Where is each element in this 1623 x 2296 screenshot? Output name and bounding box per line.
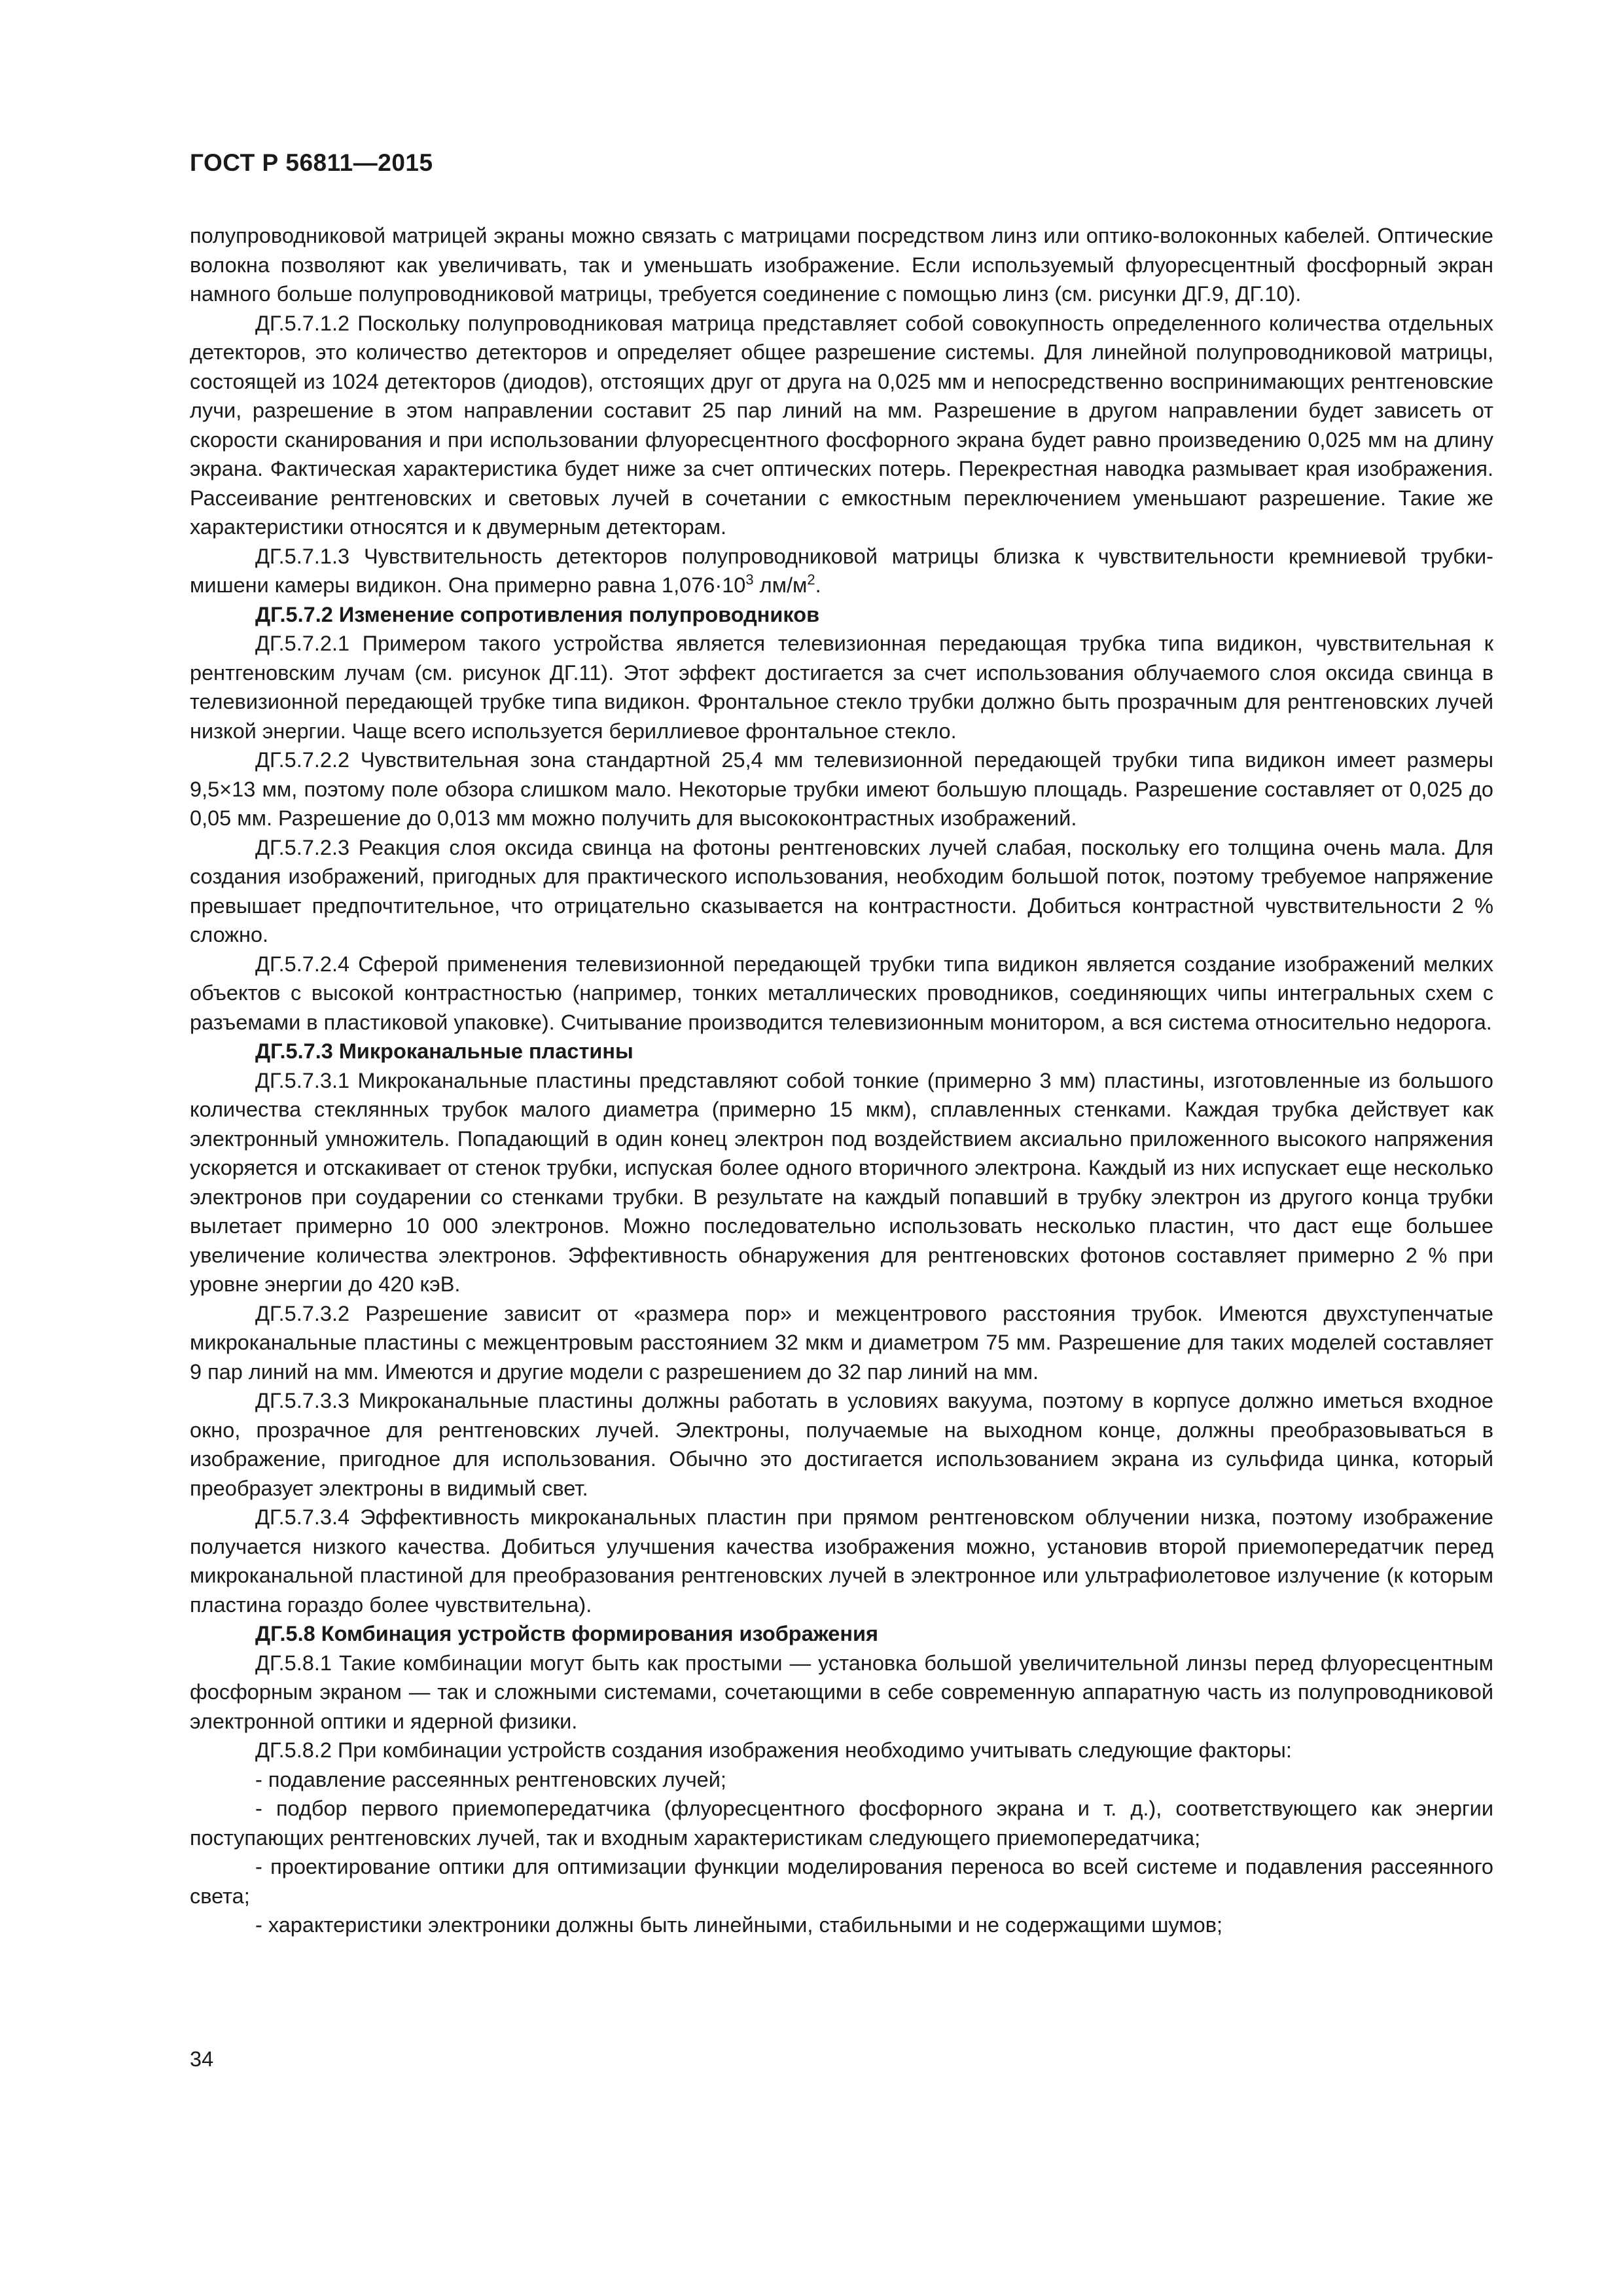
paragraph [190, 542, 1493, 600]
list-item: - подавление рассеянных рентгеновских лучей; [255, 1767, 726, 1791]
list-item: - проектирование оптики для оптимизации функции моделирования переноса во всей системе и подавления рассеянного света; [190, 1855, 1493, 1908]
section-heading: ДГ.5.7.3 Микроканальные пластины [255, 1039, 633, 1063]
section-heading: ДГ.5.8 Комбинация устройств формирования изображения [255, 1622, 878, 1645]
page-number: 34 [190, 2047, 214, 2071]
body-text [190, 221, 1493, 1940]
paragraph: ДГ.5.7.3.4 Эффективность микроканальных пластин при прямом рентгеновском облучении низка, поэтому изображение получается низкого качества. Добиться улучшения качества изображения можно, установив второй приемопередатчик перед микроканальной пластиной для преобразования рентгеновских лучей в электронное или ультрафиолетовое излучение (к которым пластина гораздо более чувствительна). [190, 1505, 1493, 1617]
exponent: 3 [745, 571, 754, 588]
exponent: 2 [807, 571, 815, 588]
paragraph: полупроводниковой матрицей экраны можно связать с матрицами посредством линз или оптико-волоконных кабелей. Оптические волокна позволяют как увеличивать, так и уменьшать изображение. Если используемый флуоресцентный фосфорный экран намного больше полупроводниковой матрицы, требуется соединение с помощью линз (см. рисунки ДГ.9, ДГ.10). [190, 224, 1493, 306]
paragraph-end: . [815, 573, 821, 597]
paragraph: ДГ.5.8.1 Такие комбинации могут быть как простыми — установка большой увеличительной линзы перед флуоресцентным фосфорным экраном — так и сложными системами, сочетающими в себе современную аппаратную часть из полупроводниковой электронной оптики и ядерной физики. [190, 1651, 1493, 1733]
paragraph: ДГ.5.7.3.1 Микроканальные пластины представляют собой тонкие (примерно 3 мм) пластины, изготовленные из большого количества стеклянных трубок малого диаметра (примерно 15 мкм), сплавленных стенками. Каждая трубка действует как электронный умножитель. Попадающий в один конец электрон под воздействием аксиально приложенного высокого напряжения ускоряется и отскакивает от стенок трубки, испуская более одного вторичного электрона. Каждый из них испускает еще несколько электронов при соударении со стенками трубки. В результате на каждый попавший в трубку электрон из другого конца трубки вылетает примерно 10 000 электронов. Можно последовательно использовать несколько пластин, что даст еще большее увеличение количества электронов. Эффективность обнаружения для рентгеновских фотонов составляет примерно 2 % при уровне энергии до 420 кэВ. [190, 1068, 1493, 1296]
standard-code-header: ГОСТ Р 56811—2015 [190, 149, 433, 176]
paragraph: ДГ.5.7.1.2 Поскольку полупроводниковая матрица представляет собой совокупность определенного количества отдельных детекторов, это количество детекторов и определяет общее разрешение системы. Для линейной полупроводниковой матрицы, состоящей из 1024 детекторов (диодов), отстоящих друг от друга на 0,025 мм и непосредственно воспринимающих рентгеновские лучи, разрешение в этом направлении составит 25 пар линий на мм. Разрешение в другом направлении будет зависеть от скорости сканирования и при использовании флуоресцентного фосфорного экрана будет равно произведению 0,025 мм на длину экрана. Фактическая характеристика будет ниже за счет оптических потерь. Перекрестная наводка размывает края изображения. Рассеивание рентгеновских и световых лучей в сочетании с емкостным переключением уменьшают разрешение. Такие же характеристики относятся и к двумерным детекторам. [190, 311, 1493, 539]
paragraph: ДГ.5.7.2.3 Реакция слоя оксида свинца на фотоны рентгеновских лучей слабая, поскольку его толщина очень мала. Для создания изображений, пригодных для практического использования, необходим большой поток, поэтому требуемое напряжение превышает предпочтительное, что отрицательно сказывается на контрастности. Добиться контрастной чувствительности 2 % сложно. [190, 835, 1493, 946]
section-heading: ДГ.5.7.2 Изменение сопротивления полупроводников [255, 602, 820, 626]
paragraph-text: ДГ.5.7.1.3 Чувствительность детекторов полупроводниковой матрицы близка к чувствительности кремниевой трубки-мишени камеры видикон. Она примерно равна 1,076·10 [190, 544, 1493, 597]
list-item: - характеристики электроники должны быть линейными, стабильными и не содержащими шумов; [255, 1913, 1223, 1937]
unit-text: лм/м [753, 573, 808, 597]
paragraph: ДГ.5.8.2 При комбинации устройств создания изображения необходимо учитывать следующие факторы: [255, 1738, 1292, 1762]
paragraph: ДГ.5.7.2.1 Примером такого устройства является телевизионная передающая трубка типа видикон, чувствительная к рентгеновским лучам (см. рисунок ДГ.11). Этот эффект достигается за счет использования облучаемого слоя оксида свинца в телевизионной передающей трубке типа видикон. Фронтальное стекло трубки должно быть прозрачным для рентгеновских лучей низкой энергии. Чаще всего используется бериллиевое фронтальное стекло. [190, 632, 1493, 743]
paragraph: ДГ.5.7.3.2 Разрешение зависит от «размера пор» и межцентрового расстояния трубок. Имеются двухступенчатые микроканальные пластины с межцентровым расстоянием 32 мкм и диаметром 75 мм. Разрешение для таких моделей составляет 9 пар линий на мм. Имеются и другие модели с разрешением до 32 пар линий на мм. [190, 1301, 1493, 1384]
paragraph: ДГ.5.7.2.2 Чувствительная зона стандартной 25,4 мм телевизионной передающей трубки типа видикон имеет размеры 9,5×13 мм, поэтому поле обзора слишком мало. Некоторые трубки имеют большую площадь. Разрешение составляет от 0,025 до 0,05 мм. Разрешение до 0,013 мм можно получить для высококонтрастных изображений. [190, 748, 1493, 830]
list-item: - подбор первого приемопередатчика (флуоресцентного фосфорного экрана и т. д.), соответствующего как энергии поступающих рентгеновских лучей, так и входным характеристикам следующего приемопередатчика; [190, 1797, 1493, 1850]
paragraph: ДГ.5.7.2.4 Сферой применения телевизионной передающей трубки типа видикон является создание изображений мелких объектов с высокой контрастностью (например, тонких металлических проводников, соединяющих чипы интегральных схем с разъемами в пластиковой упаковке). Считывание производится телевизионным монитором, а вся система относительно недорога. [190, 952, 1493, 1034]
paragraph: ДГ.5.7.3.3 Микроканальные пластины должны работать в условиях вакуума, поэтому в корпусе должно иметься входное окно, прозрачное для рентгеновских лучей. Электроны, получаемые на выходном конце, должны преобразовываться в изображение, пригодное для использования. Обычно это достигается использованием экрана из сульфида цинка, который преобразует электроны в видимый свет. [190, 1389, 1493, 1500]
